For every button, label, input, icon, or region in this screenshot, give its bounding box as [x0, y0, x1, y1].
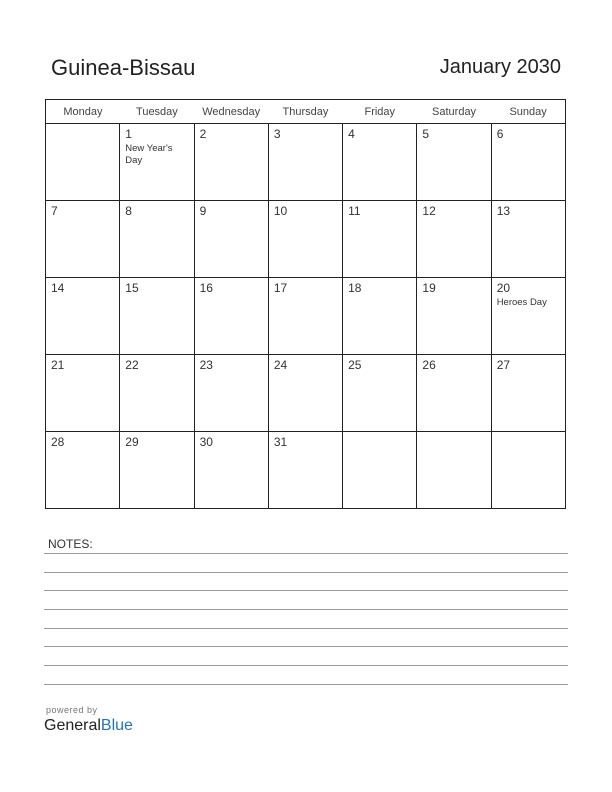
day-number: 21 — [51, 358, 65, 372]
day-cell — [46, 124, 120, 201]
day-number: 15 — [125, 281, 139, 295]
day-number: 5 — [422, 127, 430, 141]
day-cell — [194, 201, 268, 278]
day-cell — [417, 432, 491, 509]
day-cell — [417, 355, 491, 432]
day-cell — [268, 355, 342, 432]
day-number: 13 — [496, 204, 511, 218]
day-cell — [194, 355, 268, 432]
day-number: 9 — [199, 204, 207, 218]
day-cell — [491, 124, 565, 201]
weekday-header: Friday — [343, 100, 417, 124]
weekday-header: Wednesday — [194, 100, 268, 124]
day-number: 31 — [273, 435, 288, 449]
day-number: 23 — [199, 358, 213, 372]
note-line — [44, 553, 568, 554]
day-cell — [46, 355, 120, 432]
weekday-header: Saturday — [417, 100, 491, 124]
week-row — [46, 432, 566, 509]
day-cell — [46, 201, 120, 278]
day-number: 12 — [422, 204, 436, 218]
holiday-label: Heroes Day — [496, 297, 547, 308]
day-number: 20 — [496, 281, 511, 295]
day-number: 1 — [125, 127, 132, 141]
week-row — [46, 201, 566, 278]
day-cell — [268, 432, 342, 509]
day-number: 30 — [199, 435, 213, 449]
calendar-month-year: January 2030 — [439, 56, 561, 78]
day-cell — [343, 432, 417, 509]
day-cell — [120, 124, 194, 201]
calendar-country-title: Guinea-Bissau — [51, 55, 196, 80]
day-number: 28 — [51, 435, 65, 449]
week-row — [46, 124, 566, 201]
day-cell — [194, 432, 268, 509]
weekday-header: Monday — [46, 100, 120, 124]
day-cell — [120, 278, 194, 355]
day-cell — [46, 278, 120, 355]
day-cell — [491, 278, 565, 355]
day-cell — [417, 201, 491, 278]
day-number: 7 — [51, 204, 58, 218]
day-number: 29 — [125, 435, 139, 449]
week-row — [46, 355, 566, 432]
day-number: 22 — [125, 358, 139, 372]
day-number: 27 — [496, 358, 511, 372]
day-cell — [120, 432, 194, 509]
day-number: 18 — [348, 281, 362, 295]
day-number: 14 — [51, 281, 65, 295]
week-row — [46, 278, 566, 355]
brand-blue-text: Blue — [100, 717, 133, 734]
day-number: 19 — [422, 281, 436, 295]
day-cell — [120, 355, 194, 432]
generalblue-logo[interactable] — [44, 717, 133, 735]
calendar-grid — [45, 99, 566, 509]
powered-by-label: powered by — [46, 705, 98, 715]
day-number: 6 — [496, 127, 504, 141]
day-cell — [120, 201, 194, 278]
day-cell — [343, 201, 417, 278]
weekday-header: Sunday — [491, 100, 565, 124]
day-number: 2 — [199, 127, 207, 141]
note-line — [44, 609, 568, 610]
day-number: 10 — [273, 204, 288, 218]
day-cell — [417, 278, 491, 355]
weekday-header: Thursday — [268, 100, 342, 124]
holiday-label: New Year's Day — [125, 143, 173, 166]
note-line — [44, 590, 568, 591]
day-cell — [417, 124, 491, 201]
day-cell — [194, 278, 268, 355]
day-number: 26 — [422, 358, 436, 372]
day-number: 3 — [273, 127, 281, 141]
day-cell — [343, 278, 417, 355]
weekday-header: Tuesday — [120, 100, 194, 124]
day-cell — [46, 432, 120, 509]
day-cell — [268, 124, 342, 201]
day-number: 24 — [273, 358, 288, 372]
day-number: 11 — [348, 204, 361, 218]
day-number: 17 — [273, 281, 288, 295]
day-cell — [343, 124, 417, 201]
note-line — [44, 628, 568, 629]
day-cell — [268, 278, 342, 355]
weekday-header-row — [46, 100, 566, 124]
notes-label: NOTES: — [48, 537, 93, 551]
day-number: 8 — [125, 204, 132, 218]
day-number: 25 — [348, 358, 362, 372]
day-number: 16 — [199, 281, 213, 295]
day-cell — [343, 355, 417, 432]
brand-general-text: General — [44, 717, 101, 734]
note-line — [44, 572, 568, 573]
note-line — [44, 684, 568, 685]
note-line — [44, 665, 568, 666]
day-number: 4 — [348, 127, 355, 141]
day-cell — [194, 124, 268, 201]
day-cell — [268, 201, 342, 278]
day-cell — [491, 355, 565, 432]
day-cell — [491, 432, 565, 509]
day-cell — [491, 201, 565, 278]
note-line — [44, 646, 568, 647]
